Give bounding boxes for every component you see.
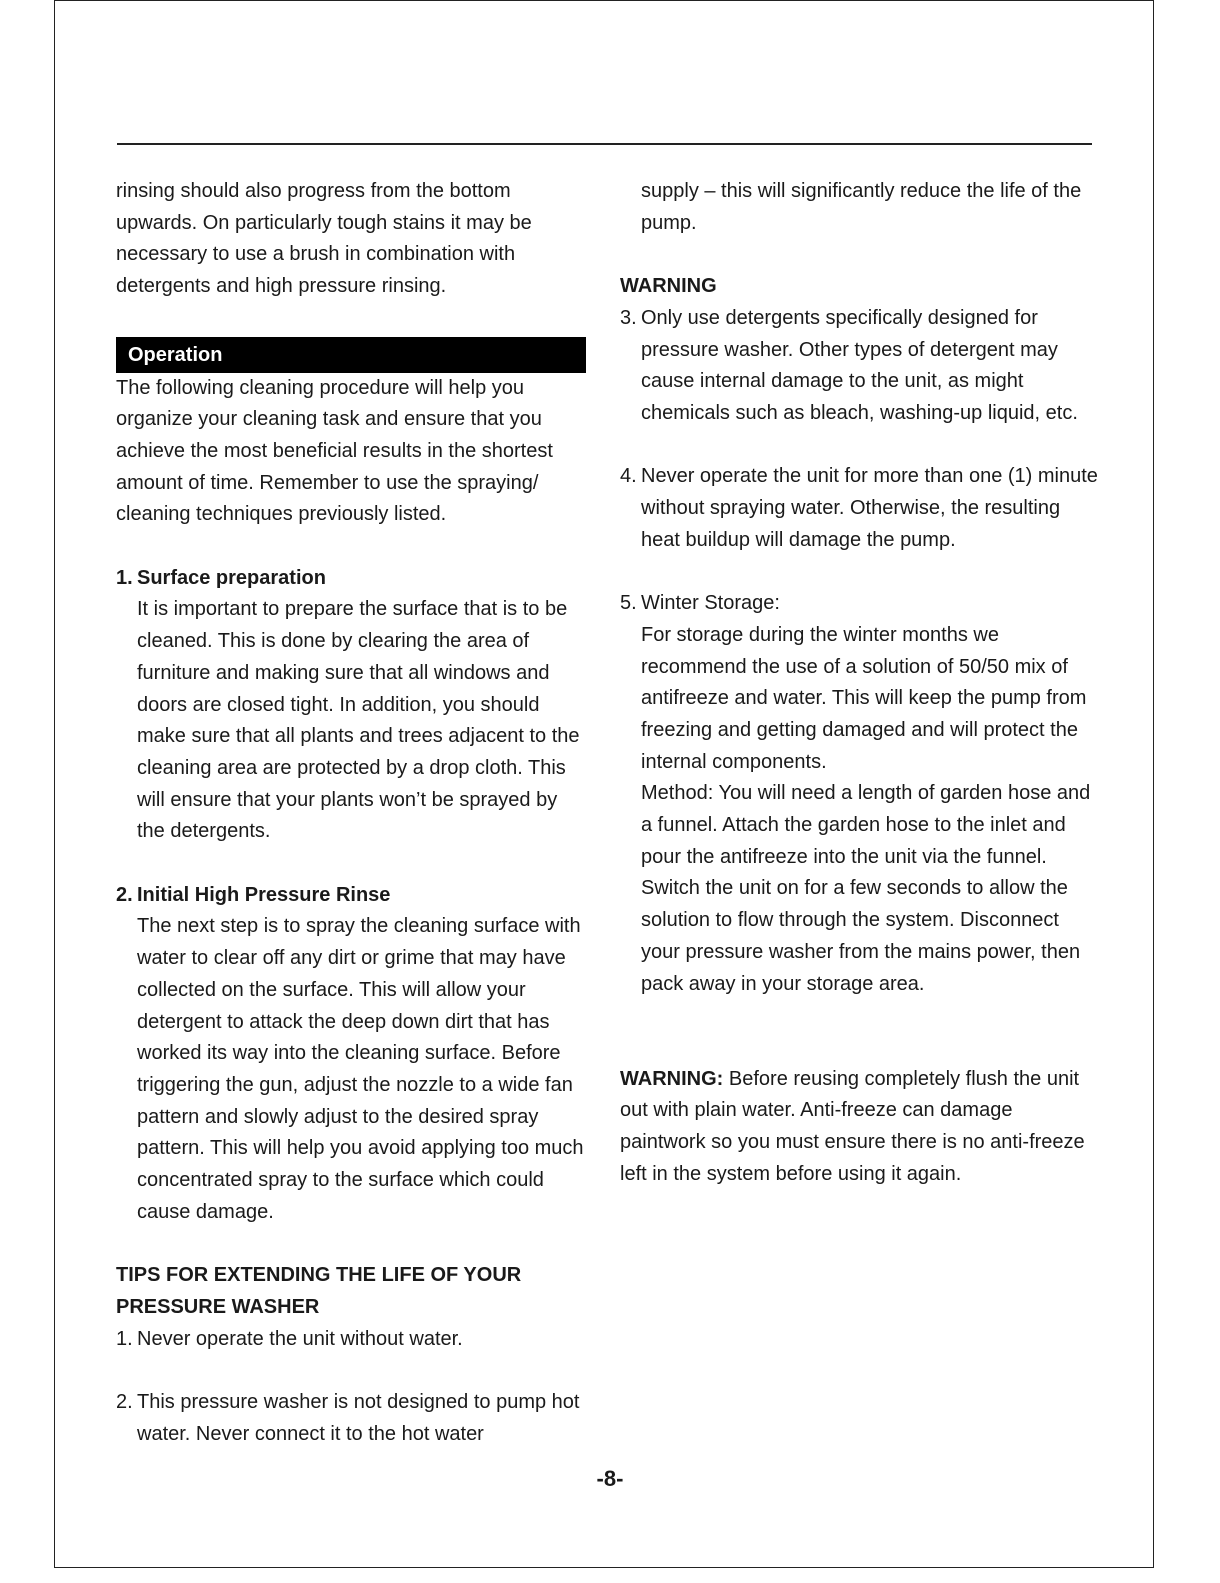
intro-paragraph: rinsing should also progress from the bottom upwards. On particularly tough stains it may be necessary to use a brush in combination with detergents and high pressure rinsing. [116, 180, 532, 298]
page-number: -8- [596, 1466, 624, 1491]
final-warning-text: Before reusing completely flush the unit out with plain water. Anti-freeze can damage paintwork so you must ensure there is no anti-freeze left in the system before using it again. [620, 1067, 1085, 1185]
tip-item-4 [620, 461, 1100, 556]
step-number: 1. [116, 566, 133, 589]
tip-paragraph: For storage during the winter months we recommend the use of a solution of 50/50 mix of antifreeze and water. This will keep the pump from freezing and getting damaged and will protect the internal components. [641, 623, 1087, 773]
tip-item-2 [116, 1387, 588, 1450]
tip-2-continuation: supply – this will significantly reduce the life of the pump. [641, 180, 1082, 234]
tip-item-5 [620, 588, 1100, 1000]
step-body: The next step is to spray the cleaning surface with water to clear off any dirt or grime that may have collected on the surface. This will allow your detergent to attack the deep down dirt that has worked its way into the cleaning surface. Before triggering the gun, adjust the nozzle to a wide fan pattern and slowly adjust to the desired spray pattern. This will help you avoid applying too much concentrated spray to the surface which could cause damage. [137, 915, 584, 1223]
left-column [116, 176, 588, 1450]
tip-title: Winter Storage: [641, 592, 780, 615]
tip-number: 3. [620, 306, 637, 329]
tip-item-1 [116, 1324, 588, 1356]
section-heading-operation: Operation [116, 337, 586, 373]
step-body: It is important to prepare the surface that is to be cleaned. This is done by clearing the area of furniture and making sure that all windows and doors are closed tight. In addition, you should make sure that all plants and trees adjacent to the cleaning area are protected by a drop cloth. This will ensure that your plants won’t be sprayed by the detergents. [137, 598, 580, 843]
tip-paragraph: Switch the unit on for a few seconds to allow the solution to flow through the system. Disconnect your pressure washer from the mains power, then pack away in your storage area. [641, 877, 1081, 995]
tip-number: 5. [620, 592, 637, 615]
tips-heading: TIPS FOR EXTENDING THE LIFE OF YOUR PRESSURE WASHER [116, 1264, 522, 1318]
step-title: Initial High Pressure Rinse [137, 883, 391, 906]
final-warning-label: WARNING: [620, 1067, 724, 1090]
right-column [620, 176, 1100, 1190]
tip-number: 4. [620, 465, 637, 488]
warning-heading: WARNING [620, 275, 717, 298]
final-warning [620, 1064, 1100, 1191]
tip-text: Never operate the unit for more than one (1) minute without spraying water. Otherwise, the resulting heat buildup will damage the pump. [641, 465, 1098, 551]
tip-text: Never operate the unit without water. [137, 1327, 463, 1350]
step-number: 2. [116, 883, 133, 906]
operation-paragraph: The following cleaning procedure will help you organize your cleaning task and ensure that you achieve the most beneficial results in the shortest amount of time. Remember to use the spraying/ cleaning techniques previously listed. [116, 376, 553, 526]
tip-number: 1. [116, 1327, 133, 1350]
step-surface-preparation [116, 563, 588, 848]
step-title: Surface preparation [137, 566, 326, 589]
step-initial-rinse [116, 880, 588, 1229]
tip-paragraph: Method: You will need a length of garden hose and a funnel. Attach the garden hose to the inlet and pour the antifreeze into the unit via the funnel. [641, 782, 1091, 868]
header-rule [117, 143, 1092, 145]
tip-text: This pressure washer is not designed to pump hot water. Never connect it to the hot water [137, 1390, 580, 1445]
tip-text: Only use detergents specifically designed for pressure washer. Other types of detergent may cause internal damage to the unit, as might chemicals such as bleach, washing-up liquid, etc. [641, 306, 1078, 424]
tip-item-3 [620, 303, 1100, 430]
tip-number: 2. [116, 1390, 133, 1413]
